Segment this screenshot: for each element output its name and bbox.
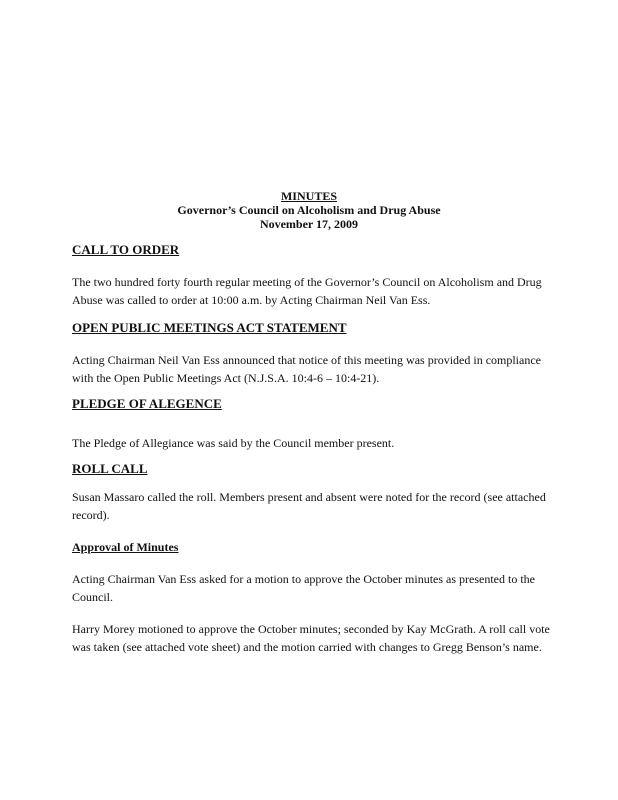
section-heading: ROLL CALL bbox=[72, 461, 148, 476]
section-text: Susan Massaro called the roll. Members present and absent were noted for the record (see attached record). bbox=[72, 490, 546, 522]
section-heading: CALL TO ORDER bbox=[72, 242, 180, 257]
section-approval-of-minutes bbox=[72, 538, 552, 656]
meeting-date: November 17, 2009 bbox=[259, 217, 359, 231]
section-pledge bbox=[72, 395, 552, 452]
section-text: The two hundred forty fourth regular meeting of the Governor’s Council on Alcoholism and Drug Abuse was called to order at 10:00 a.m. by Acting Chairman Neil Van Ess. bbox=[72, 275, 542, 307]
section-text: Harry Morey motioned to approve the October minutes; seconded by Kay McGrath. A roll call vote was taken (see attached vote sheet) and the motion carried with changes to Gregg Benson’s name. bbox=[72, 622, 550, 654]
section-text: Acting Chairman Van Ess asked for a motion to approve the October minutes as presented to the Council. bbox=[72, 572, 535, 604]
section-roll-call bbox=[72, 460, 552, 524]
section-heading: PLEDGE OF ALEGENCE bbox=[72, 396, 222, 411]
section-open-public-meetings bbox=[72, 319, 552, 387]
document-title: MINUTES bbox=[280, 189, 337, 203]
document-header bbox=[0, 189, 618, 231]
section-call-to-order bbox=[72, 241, 552, 309]
section-heading: Approval of Minutes bbox=[72, 540, 179, 554]
section-text: Acting Chairman Neil Van Ess announced that notice of this meeting was provided in compliance with the Open Public Meetings Act (N.J.S.A. 10:4-6 – 10:4-21). bbox=[72, 353, 541, 385]
section-text: The Pledge of Allegiance was said by the Council member present. bbox=[72, 436, 395, 450]
section-heading: OPEN PUBLIC MEETINGS ACT STATEMENT bbox=[72, 320, 347, 335]
organization-name: Governor’s Council on Alcoholism and Drug Abuse bbox=[177, 203, 441, 217]
